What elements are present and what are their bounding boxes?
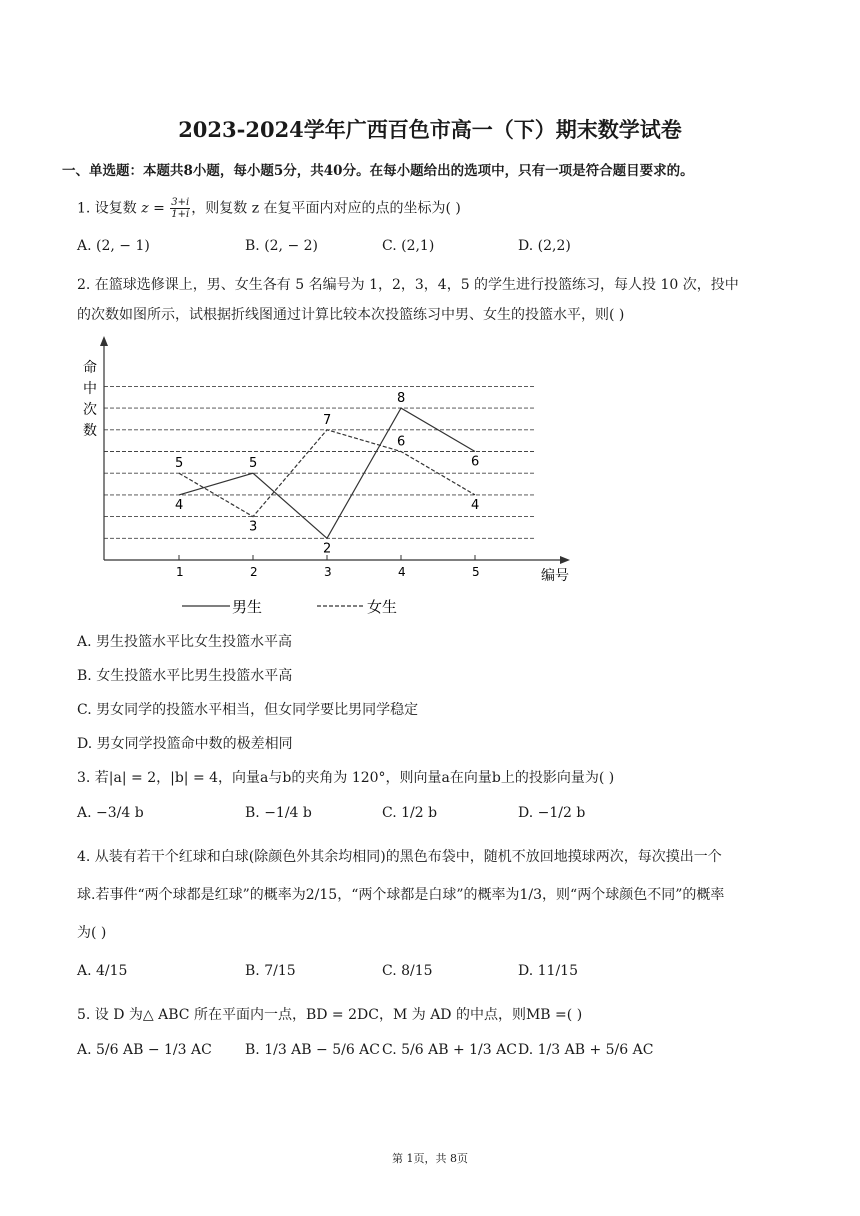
- data-label: 5: [249, 456, 258, 472]
- question-3: 3. 若|a| = 2，|b| = 4，向量a与b的夹角为 120°，则向量a在向量b上的投影向量为( ): [77, 770, 615, 786]
- y-axis-label-char: 命: [83, 360, 97, 376]
- q5-option-b: B. 1/3 AB − 5/6 AC: [245, 1042, 381, 1058]
- data-label: 4: [175, 497, 184, 513]
- q2-line1: 2. 在篮球选修课上，男、女生各有 5 名编号为 1，2，3，4，5 的学生进行投篮练习，每人投 10 次，投中: [77, 277, 739, 293]
- chart-axes: [100, 336, 570, 564]
- data-label: 8: [397, 391, 406, 407]
- q4-option-a: A. 4/15: [77, 963, 128, 979]
- x-tick-label: 5: [472, 565, 480, 579]
- paper-title: 2023-2024学年广西百色市高一（下）期末数学试卷: [178, 117, 682, 142]
- y-axis-label-char: 数: [83, 423, 97, 439]
- q2-option-c: C. 男女同学的投篮水平相当，但女同学要比男同学稳定: [77, 702, 419, 718]
- chart-grid: [104, 386, 534, 538]
- data-label: 3: [249, 519, 258, 535]
- x-axis-label: 编号: [541, 568, 569, 584]
- q1-option-a: A. (2, − 1): [77, 238, 150, 254]
- q3-option-c: C. 1/2 b: [382, 805, 438, 821]
- q1-option-d: D. (2,2): [518, 238, 571, 254]
- q1-var: z: [141, 200, 149, 217]
- q2-option-b: B. 女生投篮水平比男生投篮水平高: [77, 668, 293, 684]
- x-tick-label: 2: [250, 565, 258, 579]
- q4-option-d: D. 11/15: [518, 963, 578, 979]
- q1-eq: =: [148, 200, 170, 217]
- x-tick-label: 3: [324, 565, 332, 579]
- q4-option-c: C. 8/15: [382, 963, 433, 979]
- q3-option-d: D. −1/2 b: [518, 805, 586, 821]
- legend-male-label: 男生: [232, 598, 263, 616]
- q3-option-a: A. −3/4 b: [77, 805, 144, 821]
- y-axis-label-char: 中: [83, 381, 97, 397]
- chart-ticks: [176, 555, 480, 579]
- y-axis-label-char: 次: [83, 402, 97, 418]
- q5-option-c: C. 5/6 AB + 1/3 AC: [382, 1042, 517, 1058]
- legend-female-label: 女生: [367, 598, 398, 616]
- q2-option-d: D. 男女同学投篮命中数的极差相同: [77, 736, 293, 752]
- section-header: 一、单选题：本题共8小题，每小题5分，共40分。在每小题给出的选项中，只有一项是符合题目要求的。: [62, 163, 694, 179]
- page-footer: 第 1页，共 8页: [392, 1152, 468, 1165]
- q1-option-c: C. (2,1): [382, 238, 435, 254]
- x-tick-label: 4: [398, 565, 406, 579]
- q4-line1: 4. 从装有若干个红球和白球(除颜色外其余均相同)的黑色布袋中，随机不放回地摸球两次，每次摸出一个: [77, 849, 722, 865]
- y-axis-arrow: [100, 336, 108, 346]
- data-label: 6: [471, 454, 480, 470]
- q1-frac-num: 3+i: [171, 197, 190, 208]
- q2-option-a: A. 男生投篮水平比女生投篮水平高: [77, 634, 293, 650]
- q5-option-d: D. 1/3 AB + 5/6 AC: [518, 1042, 654, 1058]
- q1-frac-den: 1+i: [171, 209, 190, 220]
- q1-fraction: [170, 197, 190, 220]
- q4-line3: 为( ): [77, 925, 107, 941]
- q2-line2: 的次数如图所示，试根据折线图通过计算比较本次投篮练习中男、女生的投篮水平，则( ): [77, 307, 625, 323]
- q5-option-a: A. 5/6 AB − 1/3 AC: [77, 1042, 212, 1058]
- data-label: 6: [397, 434, 406, 450]
- q4-option-b: B. 7/15: [245, 963, 296, 979]
- x-tick-label: 1: [176, 565, 184, 579]
- data-label: 5: [175, 456, 184, 472]
- question-1: [77, 197, 461, 220]
- data-label: 2: [323, 541, 332, 557]
- q1-text: ，则复数 z 在复平面内对应的点的坐标为( ): [191, 200, 461, 217]
- line-chart: [70, 330, 590, 620]
- q1-prefix: 1. 设复数: [77, 200, 137, 217]
- x-axis-arrow: [560, 556, 570, 564]
- data-label: 7: [323, 412, 332, 428]
- q4-line2: 球.若事件“两个球都是红球”的概率为2/15，“两个球都是白球”的概率为1/3，则“两个球颜色不同”的概率: [77, 887, 725, 903]
- question-5: 5. 设 D 为△ ABC 所在平面内一点，BD = 2DC，M 为 AD 的中点，则MB =( ): [77, 1007, 583, 1023]
- q3-option-b: B. −1/4 b: [245, 805, 312, 821]
- data-label: 4: [471, 497, 480, 513]
- chart-data-labels: [175, 391, 479, 556]
- q1-option-b: B. (2, − 2): [245, 238, 319, 254]
